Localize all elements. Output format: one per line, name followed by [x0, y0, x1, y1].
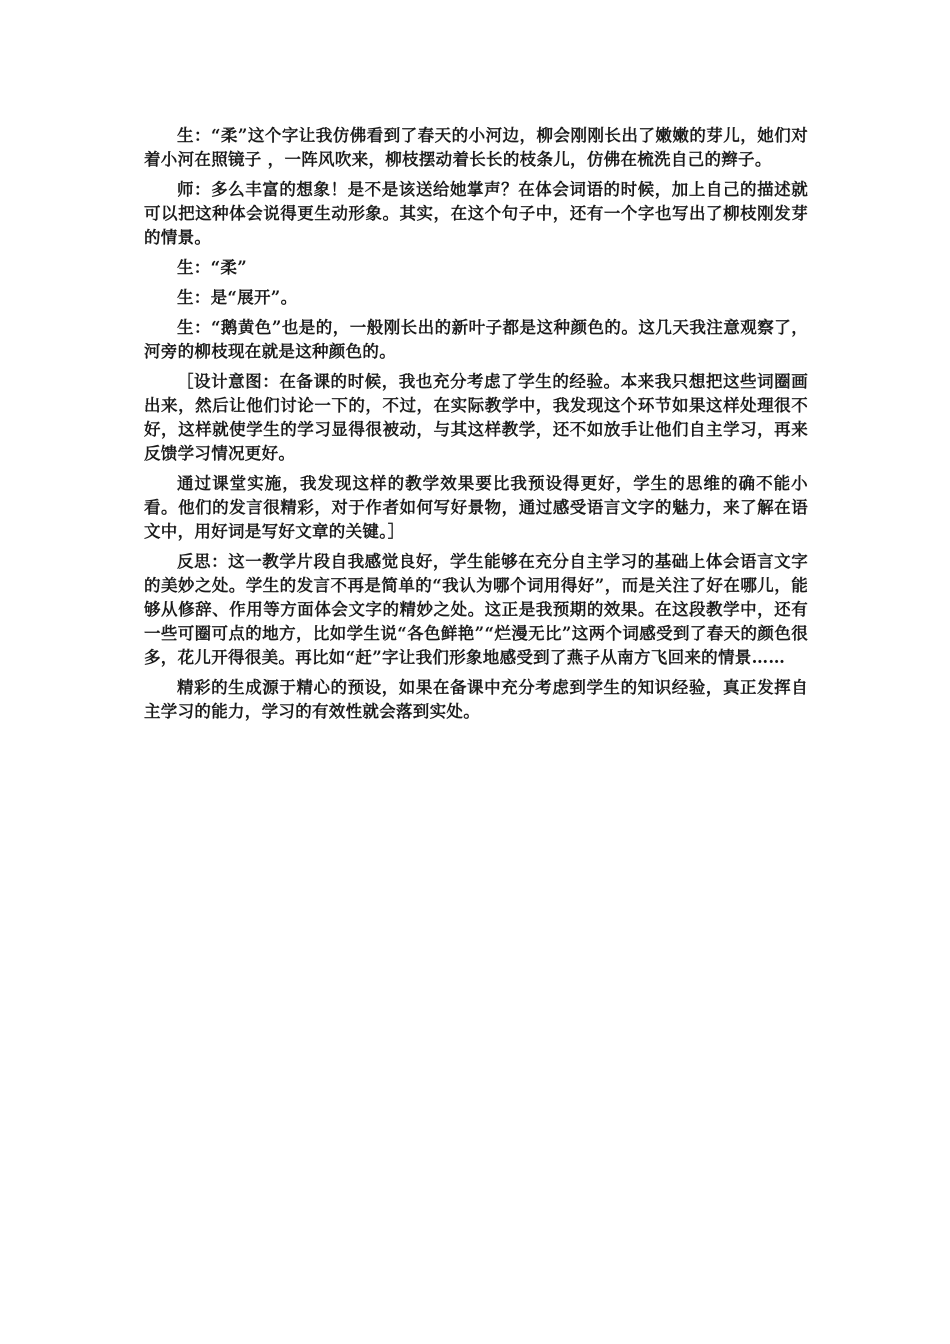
paragraph-reflection: 反思：这一教学片段自我感觉良好，学生能够在充分自主学习的基础上体会语言文字的美妙之处。学生的发言不再是简单的“我认为哪个词用得好”，而是关注了好在哪儿，能够从修辞、作用等方面体会文字的精妙之处。这正是我预期的效果。在这段教学中，还有一些可圈可点的地方，比如学生说“各色鲜艳”“烂漫无比”这两个词感受到了春天的颜色很多，花儿开得很美。再比如“赶”字让我们形象地感受到了燕子从南方飞回来的情景…… [144, 552, 808, 667]
paragraph-teacher-praise: 师：多么丰富的想象！是不是该送给她掌声？在体会词语的时候，加上自己的描述就可以把这种体会说得更生动形象。其实，在这个句子中，还有一个字也写出了柳枝刚发芽的情景。 [144, 180, 808, 247]
paragraph-student-rou-short: 生：“柔” [177, 258, 247, 277]
paragraph-student-zhankai: 生：是“展开”。 [177, 288, 298, 307]
document-body [144, 124, 808, 730]
paragraph-conclusion: 精彩的生成源于精心的预设，如果在备课中充分考虑到学生的知识经验，真正发挥自主学习的能力，学习的有效性就会落到实处。 [144, 678, 808, 721]
paragraph-design-intent: ［设计意图：在备课的时候，我也充分考虑了学生的经验。本来我只想把这些词圈画出来，然后让他们讨论一下的，不过，在实际教学中，我发现这个环节如果这样处理很不好，这样就使学生的学习显得很被动，与其这样教学，还不如放手让他们自主学习，再来反馈学习情况更好。 [144, 372, 808, 463]
paragraph-student-rou: 生：“柔”这个字让我仿佛看到了春天的小河边，柳会刚刚长出了嫩嫩的芽儿，她们对着小河在照镜子 ，一阵风吹来，柳枝摆动着长长的枝条儿，仿佛在梳洗自己的辫子。 [144, 126, 808, 169]
paragraph-student-ehuangse: 生：“鹅黄色”也是的，一般刚长出的新叶子都是这种颜色的。这几天我注意观察了，河旁的柳枝现在就是这种颜色的。 [144, 318, 808, 361]
paragraph-implementation: 通过课堂实施，我发现这样的教学效果要比我预设得更好，学生的思维的确不能小看。他们的发言很精彩，对于作者如何写好景物，通过感受语言文字的魅力，来了解在语文中，用好词是写好文章的关键。］ [144, 474, 808, 541]
